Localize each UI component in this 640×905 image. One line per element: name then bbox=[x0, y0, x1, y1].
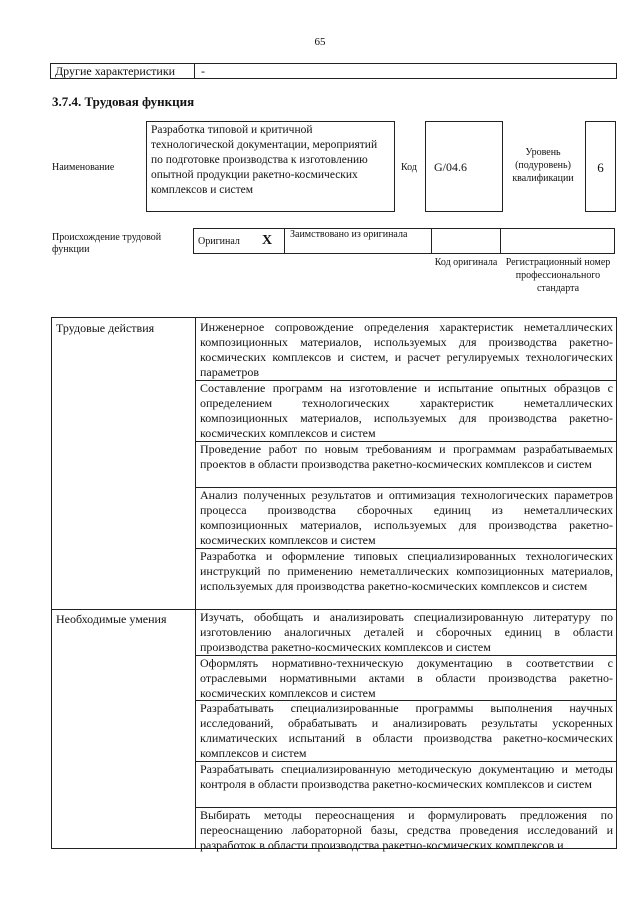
code-value-box: G/04.6 bbox=[425, 121, 503, 212]
cell-divider bbox=[194, 64, 195, 78]
skill-item: Выбирать методы переоснащения и формулировать предложения по переоснащению лабораторной базы, средства проведения исследований и разработок в области производства ракетно-космических комплексов и bbox=[200, 808, 613, 852]
original-mark: X bbox=[262, 233, 273, 248]
skill-item: Разрабатывать специализированную методическую документацию и методы контроля в области производства ракетно-космических комплексов и систем bbox=[200, 762, 613, 791]
cell-divider bbox=[500, 228, 501, 254]
qualification-level-box: 6 bbox=[585, 121, 616, 212]
labor-action-item: Анализ полученных результатов и оптимизация технологических параметров процесса производства сборочных единиц из неметаллических композиционных материалов, используемых для производства ракетно-космических комплексов и систем bbox=[200, 488, 613, 547]
cell-divider bbox=[284, 228, 285, 254]
labor-action-item: Разработка и оформление типовых специализированных технологических инструкций по применению неметаллических композиционных материалов, используемых для производства ракетно-космических комплексов и систем bbox=[200, 549, 613, 593]
column-divider bbox=[195, 317, 196, 849]
skill-item: Разрабатывать специализированные программы выполнения научных исследований, обрабатывать и анализировать результаты ускоренных климатических испытаний в области производства ракетно-космических комплексов и систем bbox=[200, 701, 613, 760]
name-label: Наименование bbox=[52, 162, 115, 173]
labor-action-item: Проведение работ по новым требованиям и программам разрабатываемых проектов в области производства ракетно-космических комплексов и систем bbox=[200, 442, 613, 471]
skill-item: Изучать, обобщать и анализировать специализированную литературу по изготовлению аналогичных деталей и сборочных единиц в области производства ракетно-космических комплексов и систем bbox=[200, 610, 613, 654]
function-name-box: Разработка типовой и критичной технологической документации, мероприятий по подготовке производства к изготовлению опытной продукции ракетно-космических комплексов и систем bbox=[146, 121, 395, 212]
borrowed-label: Заимствовано из оригинала bbox=[290, 229, 408, 240]
registration-number-caption: Регистрационный номер профессионального стандарта bbox=[505, 257, 611, 294]
other-characteristics-row bbox=[50, 63, 617, 79]
skill-item: Оформлять нормативно-техническую документацию в соответствии с отраслевыми нормативными актами в области производства ракетно-космических комплексов и систем bbox=[200, 656, 613, 700]
labor-action-item: Инженерное сопровождение определения характеристик неметаллических композиционных материалов, используемых для производства ракетно-космических комплексов и систем, и расчет регулируемых технологических параметров bbox=[200, 320, 613, 379]
code-original-caption: Код оригинала bbox=[434, 257, 498, 268]
original-label: Оригинал bbox=[198, 236, 240, 247]
skills-label: Необходимые умения bbox=[56, 612, 167, 626]
origin-label: Происхождение трудовой функции bbox=[52, 232, 162, 255]
page-number: 65 bbox=[314, 36, 326, 48]
other-characteristics-label: Другие характеристики bbox=[55, 64, 176, 78]
cell-divider bbox=[431, 228, 432, 254]
code-label: Код bbox=[401, 162, 417, 173]
section-title: 3.7.4. Трудовая функция bbox=[52, 94, 195, 109]
labor-action-item: Составление программ на изготовление и испытание опытных образцов с определением технологических характеристик неметаллических композиционных материалов, используемых для производства ракетно-космических комплексов и систем bbox=[200, 381, 613, 440]
other-characteristics-value: - bbox=[201, 64, 205, 78]
labor-actions-label: Трудовые действия bbox=[56, 321, 155, 335]
qualification-level-label: Уровень (подуровень) квалификации bbox=[512, 147, 574, 184]
